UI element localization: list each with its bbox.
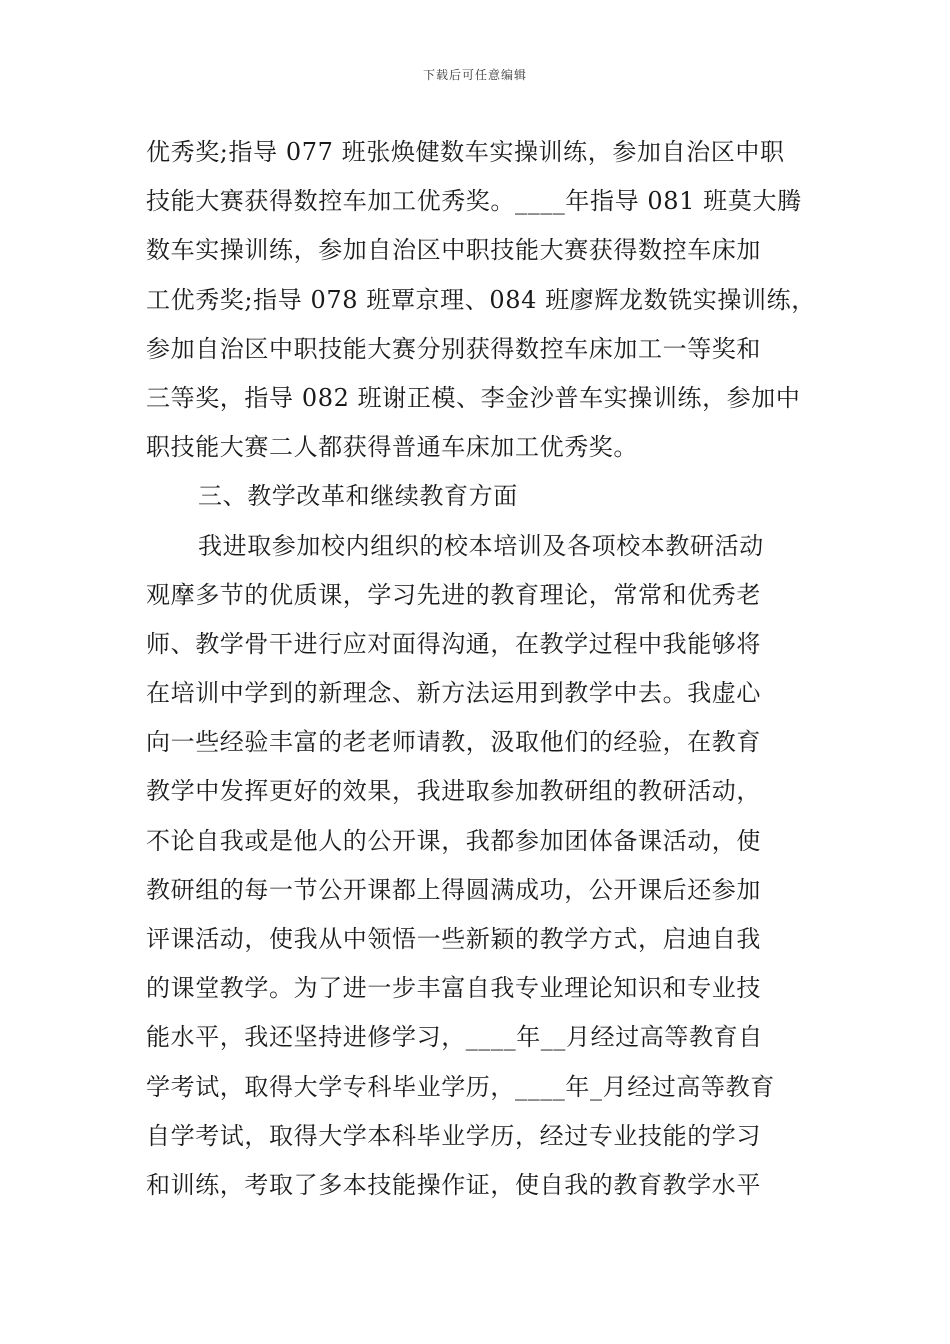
document-body <box>146 128 826 1210</box>
paragraph-first-line: 我进取参加校内组织的校本培训及各项校本教研活动 <box>198 531 764 560</box>
section-heading: 三、教学改革和继续教育方面 <box>198 482 518 511</box>
text-line: 师、教学骨干进行应对面得沟通，在教学过程中我能够将 <box>146 629 761 658</box>
text-line: 评课活动，使我从中领悟一些新颖的教学方式，启迪自我 <box>146 925 761 953</box>
text-line: 不论自我或是他人的公开课，我都参加团体备课活动，使 <box>146 826 761 855</box>
text-line: 在培训中学到的新理念、新方法运用到教学中去。我虚心 <box>146 679 761 708</box>
text-line: 数车实操训练，参加自治区中职技能大赛获得数控车床加 <box>146 236 761 265</box>
text-line: 的课堂教学。为了进一步丰富自我专业理论知识和专业技 <box>146 974 761 1003</box>
text-line: 向一些经验丰富的老老师请教，汲取他们的经验，在教育 <box>146 728 761 757</box>
text-line: 参加自治区中职技能大赛分别获得数控车床加工一等奖和 <box>146 334 761 363</box>
text-line: 能水平，我还坚持进修学习，____年__月经过高等教育自 <box>146 1023 763 1052</box>
text-line: 自学考试，取得大学本科毕业学历，经过专业技能的学习 <box>146 1121 761 1150</box>
text-line: 技能大赛获得数控车加工优秀奖。____年指导 081 班莫大腾 <box>146 187 802 216</box>
text-line: 观摩多节的优质课，学习先进的教育理论，常常和优秀老 <box>146 580 761 609</box>
text-line: 优秀奖;指导 077 班张焕健数车实操训练，参加自治区中职 <box>146 138 785 166</box>
text-line: 工优秀奖;指导 078 班覃京理、084 班廖辉龙数铣实操训练， <box>146 285 816 314</box>
text-line: 三等奖，指导 082 班谢正模、李金沙普车实操训练，参加中 <box>146 383 801 412</box>
text-line: 教研组的每一节公开课都上得圆满成功，公开课后还参加 <box>146 875 761 904</box>
text-line: 和训练，考取了多本技能操作证，使自我的教育教学水平 <box>146 1170 761 1199</box>
page-header: 下载后可任意编辑 <box>422 68 527 82</box>
text-line: 学考试，取得大学专科毕业学历，____年_月经过高等教育 <box>146 1072 775 1101</box>
text-line: 职技能大赛二人都获得普通车床加工优秀奖。 <box>146 433 638 462</box>
text-line: 教学中发挥更好的效果，我进取参加教研组的教研活动， <box>146 777 761 806</box>
